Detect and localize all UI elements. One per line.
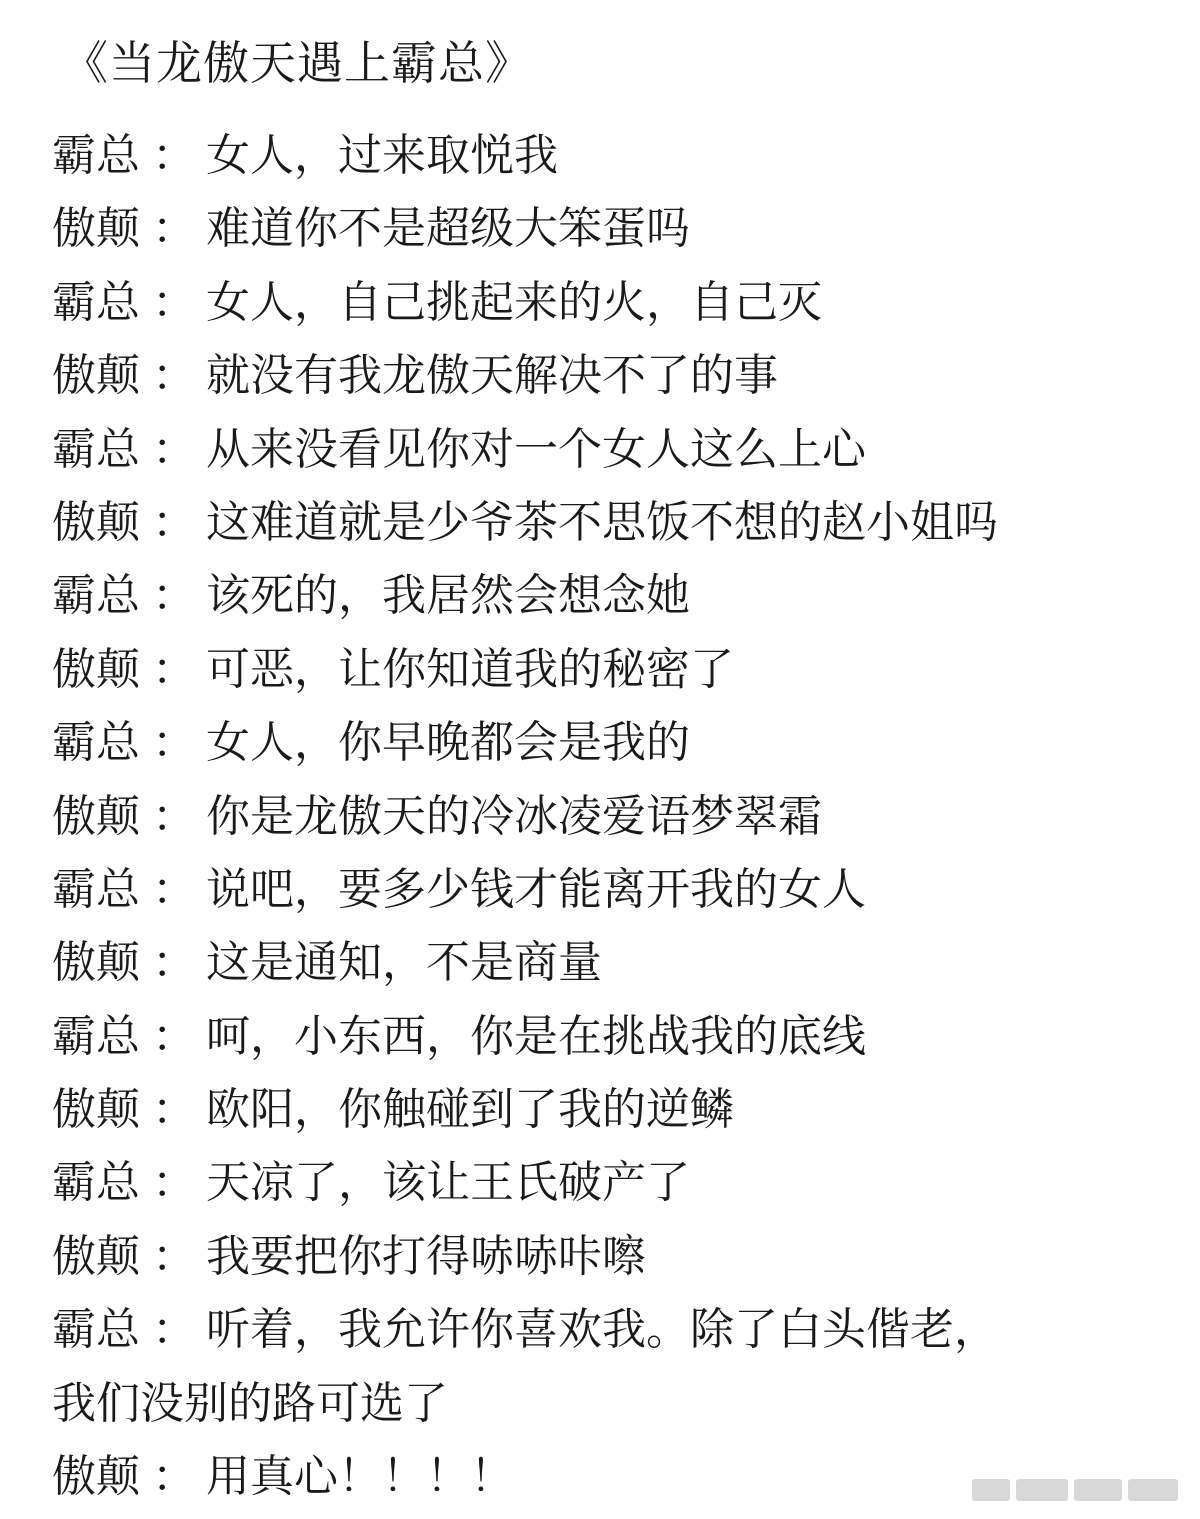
speaker-name: 傲颠 [52, 1084, 140, 1136]
dialogue-line [52, 1000, 1162, 1073]
speaker-name: 霸总 [52, 863, 140, 915]
dialogue-text: 这是通知，不是商量 [206, 937, 602, 989]
speaker-name: 霸总 [52, 570, 140, 622]
speaker-name: 霸总 [52, 1157, 140, 1209]
dialogue-line [52, 486, 1162, 559]
speaker-name: 霸总 [52, 717, 140, 769]
dialogue-text: 女人，你早晚都会是我的 [206, 717, 690, 769]
colon-separator: ： [152, 790, 196, 842]
dialogue-line [52, 780, 1162, 853]
dialogue-text: 你是龙傲天的冷冰凌爱语梦翠霜 [206, 790, 822, 842]
dialogue-text: 该死的，我居然会想念她 [206, 570, 690, 622]
colon-separator: ： [152, 643, 196, 695]
colon-separator: ： [152, 937, 196, 989]
colon-separator: ： [152, 276, 196, 328]
colon-separator: ： [152, 570, 196, 622]
dialogue-line [52, 192, 1162, 265]
dialogue-line [52, 1146, 1162, 1219]
speaker-name: 霸总 [52, 276, 140, 328]
dialogue-continuation-text: 我们没别的路可选了 [52, 1377, 448, 1429]
colon-separator: ： [152, 496, 196, 548]
dialogue-text: 难道你不是超级大笨蛋吗 [206, 203, 690, 255]
dialogue-list [52, 119, 1162, 1513]
dialogue-text: 欧阳，你触碰到了我的逆鳞 [206, 1084, 734, 1136]
dialogue-line [52, 119, 1162, 192]
dialogue-text: 听着，我允许你喜欢我。除了白头偕老， [206, 1304, 998, 1356]
dialogue-text: 天凉了，该让王氏破产了 [206, 1157, 690, 1209]
dialogue-text: 我要把你打得哧哧咔嚓 [206, 1230, 646, 1282]
dialogue-line [52, 926, 1162, 999]
dialogue-text: 可恶，让你知道我的秘密了 [206, 643, 734, 695]
speaker-name: 傲颠 [52, 1451, 140, 1503]
colon-separator: ： [152, 863, 196, 915]
colon-separator: ： [152, 130, 196, 181]
watermark-mark [972, 1479, 1010, 1501]
watermark-mark [1074, 1479, 1122, 1501]
watermark-mark [1128, 1479, 1178, 1501]
dialogue-line [52, 706, 1162, 779]
dialogue-line [52, 413, 1162, 486]
colon-separator: ： [152, 717, 196, 769]
speaker-name: 傲颠 [52, 496, 140, 548]
colon-separator: ： [152, 203, 196, 255]
speaker-name: 傲颠 [52, 937, 140, 989]
colon-separator: ： [152, 1451, 196, 1503]
speaker-name: 傲颠 [52, 643, 140, 695]
dialogue-text: 呵，小东西，你是在挑战我的底线 [206, 1010, 866, 1062]
speaker-name: 霸总 [52, 423, 140, 475]
colon-separator: ： [152, 1157, 196, 1209]
dialogue-line [52, 266, 1162, 339]
colon-separator: ： [152, 1010, 196, 1062]
dialogue-line [52, 559, 1162, 632]
dialogue-text: 就没有我龙傲天解决不了的事 [206, 350, 778, 402]
dialogue-line [52, 633, 1162, 706]
colon-separator: ： [152, 423, 196, 475]
dialogue-line [52, 1073, 1162, 1146]
speaker-name: 傲颠 [52, 1230, 140, 1282]
colon-separator: ： [152, 1084, 196, 1136]
colon-separator: ： [152, 1230, 196, 1282]
dialogue-line [52, 853, 1162, 926]
document-title: 《当龙傲天遇上霸总》 [62, 36, 532, 90]
dialogue-text: 女人，过来取悦我 [206, 130, 558, 181]
dialogue-text: 女人，自己挑起来的火，自己灭 [206, 276, 822, 328]
dialogue-line [52, 1293, 1162, 1366]
dialogue-text: 这难道就是少爷茶不思饭不想的赵小姐吗 [206, 496, 998, 548]
speaker-name: 霸总 [52, 1010, 140, 1062]
speaker-name: 傲颠 [52, 790, 140, 842]
colon-separator: ： [152, 350, 196, 402]
colon-separator: ： [152, 1304, 196, 1356]
speaker-name: 霸总 [52, 1304, 140, 1356]
speaker-name: 傲颠 [52, 350, 140, 402]
watermark-logo [972, 1475, 1182, 1505]
dialogue-continuation-line [52, 1367, 1162, 1440]
watermark-mark [1016, 1479, 1068, 1501]
dialogue-text: 用真心！！！！ [206, 1451, 514, 1503]
dialogue-text: 说吧，要多少钱才能离开我的女人 [206, 863, 866, 915]
speaker-name: 傲颠 [52, 203, 140, 255]
speaker-name: 霸总 [52, 130, 140, 181]
dialogue-line [52, 339, 1162, 412]
dialogue-text: 从来没看见你对一个女人这么上心 [206, 423, 866, 475]
dialogue-line [52, 1220, 1162, 1293]
